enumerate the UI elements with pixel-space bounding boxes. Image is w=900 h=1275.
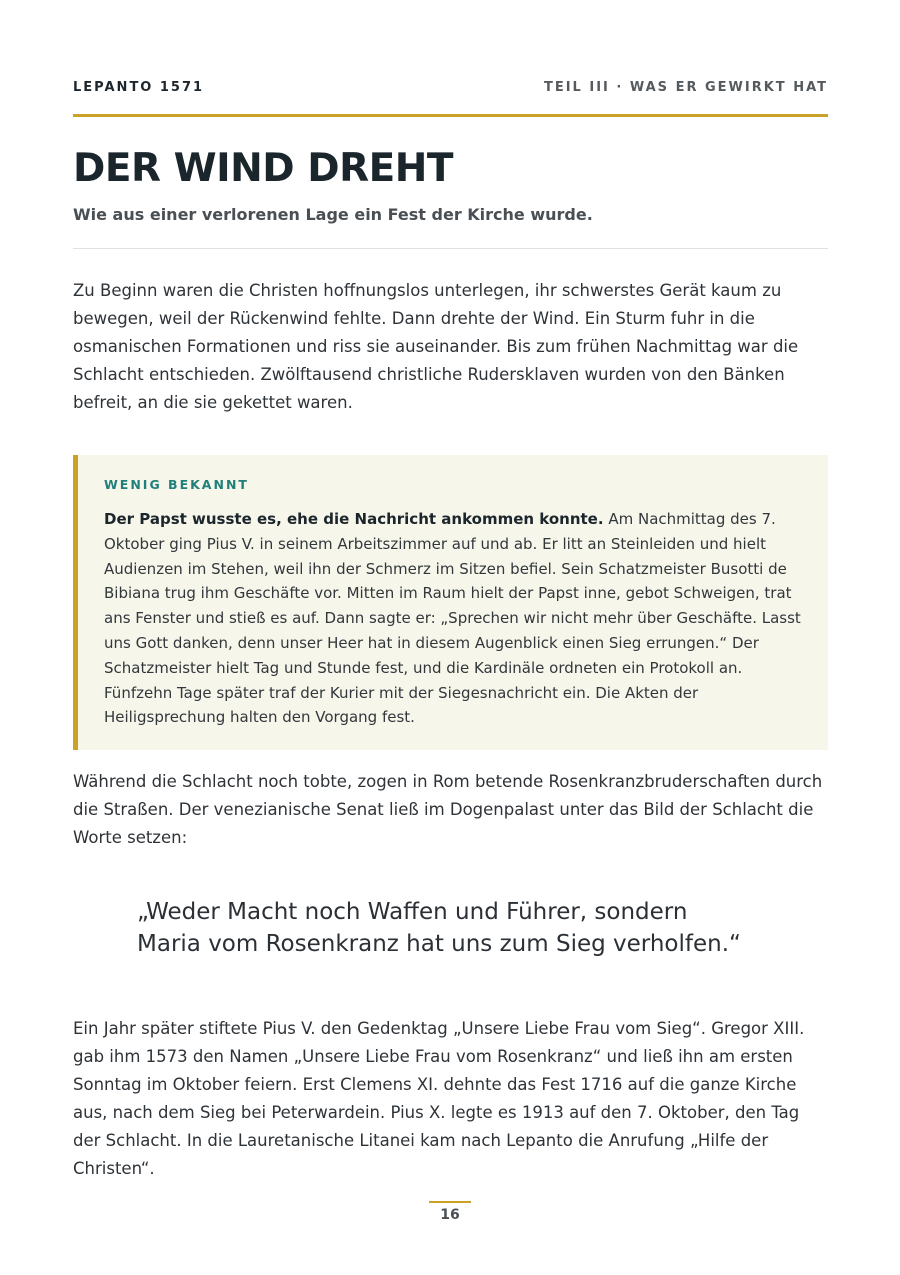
callout-lead: Der Papst wusste es, ehe die Nachricht ankommen konnte. bbox=[104, 510, 604, 528]
footer-divider bbox=[429, 1201, 471, 1203]
chapter-title: DER WIND DREHT bbox=[73, 146, 454, 191]
body-paragraph-3: Ein Jahr später stiftete Pius V. den Gedenktag „Unsere Liebe Frau vom Sieg“. Gregor XIII. gab ihm 1573 den Namen „Unsere Liebe Frau vom Rosenkranz“ und ließ ihn am ersten Sonntag im Oktober feiern. Erst Clemens XI. dehnte das Fest 1716 auf die ganze Kirche aus, nach dem Sieg bei Peterwardein. Pius X. legte es 1913 auf den 7. Oktober, den Tag der Schlacht. In die Lauretanische Litanei kam nach Lepanto die Anrufung „Hilfe der Christen“. bbox=[73, 1019, 805, 1178]
page bbox=[73, 0, 828, 1275]
callout-box bbox=[73, 455, 828, 750]
callout-body: Am Nachmittag des 7. Oktober ging Pius V. in seinem Arbeitszimmer auf und ab. Er litt an Steinleiden und hielt Audienzen im Stehen, weil ihn der Schmerz im Sitzen befiel. Sein Schatzmeister Busotti de Bibiana trug ihm Geschäfte vor. Mitten im Raum hielt der Papst inne, gebot Schweigen, trat ans Fenster und stieß es auf. Dann sagte er: „Sprechen wir nicht mehr über Geschäfte. Lasst uns Gott danken, denn unser Heer hat in diesem Augenblick einen Sieg errungen.“ Der Schatzmeister hielt Tag und Stunde fest, und die Kardinäle ordneten ein Protokoll an. Fünfzehn Tage später traf der Kurier mit der Siegesnachricht ein. Die Akten der Heiligsprechung halten den Vorgang fest. bbox=[104, 510, 801, 727]
running-header bbox=[73, 80, 828, 100]
callout-label: WENIG BEKANNT bbox=[104, 477, 249, 492]
page-number: 16 bbox=[440, 1207, 460, 1223]
body-paragraph-1: Zu Beginn waren die Christen hoffnungslos unterlegen, ihr schwerstes Gerät kaum zu bewegen, weil der Rückenwind fehlte. Dann drehte der Wind. Ein Sturm fuhr in die osmanischen Formationen und riss sie auseinander. Bis zum frühen Nachmittag war die Schlacht entschieden. Zwölftausend christliche Rudersklaven wurden von den Bänken befreit, an die sie gekettet waren. bbox=[73, 281, 799, 412]
header-divider bbox=[73, 114, 828, 117]
subtitle-divider bbox=[73, 248, 828, 249]
chapter-subtitle: Wie aus einer verlorenen Lage ein Fest der Kirche wurde. bbox=[73, 205, 593, 224]
callout-text bbox=[104, 507, 809, 730]
header-section-title: TEIL III · WAS ER GEWIRKT HAT bbox=[543, 80, 828, 95]
body-paragraph-2: Während die Schlacht noch tobte, zogen in Rom betende Rosenkranzbruderschaften durch die Straßen. Der venezianische Senat ließ im Dogenpalast unter das Bild der Schlacht die Worte setzen: bbox=[73, 772, 823, 847]
header-book-title: LEPANTO 1571 bbox=[73, 80, 205, 95]
pull-quote: „Weder Macht noch Waffen und Führer, sondern Maria vom Rosenkranz hat uns zum Sieg verholfen.“ bbox=[137, 899, 741, 957]
